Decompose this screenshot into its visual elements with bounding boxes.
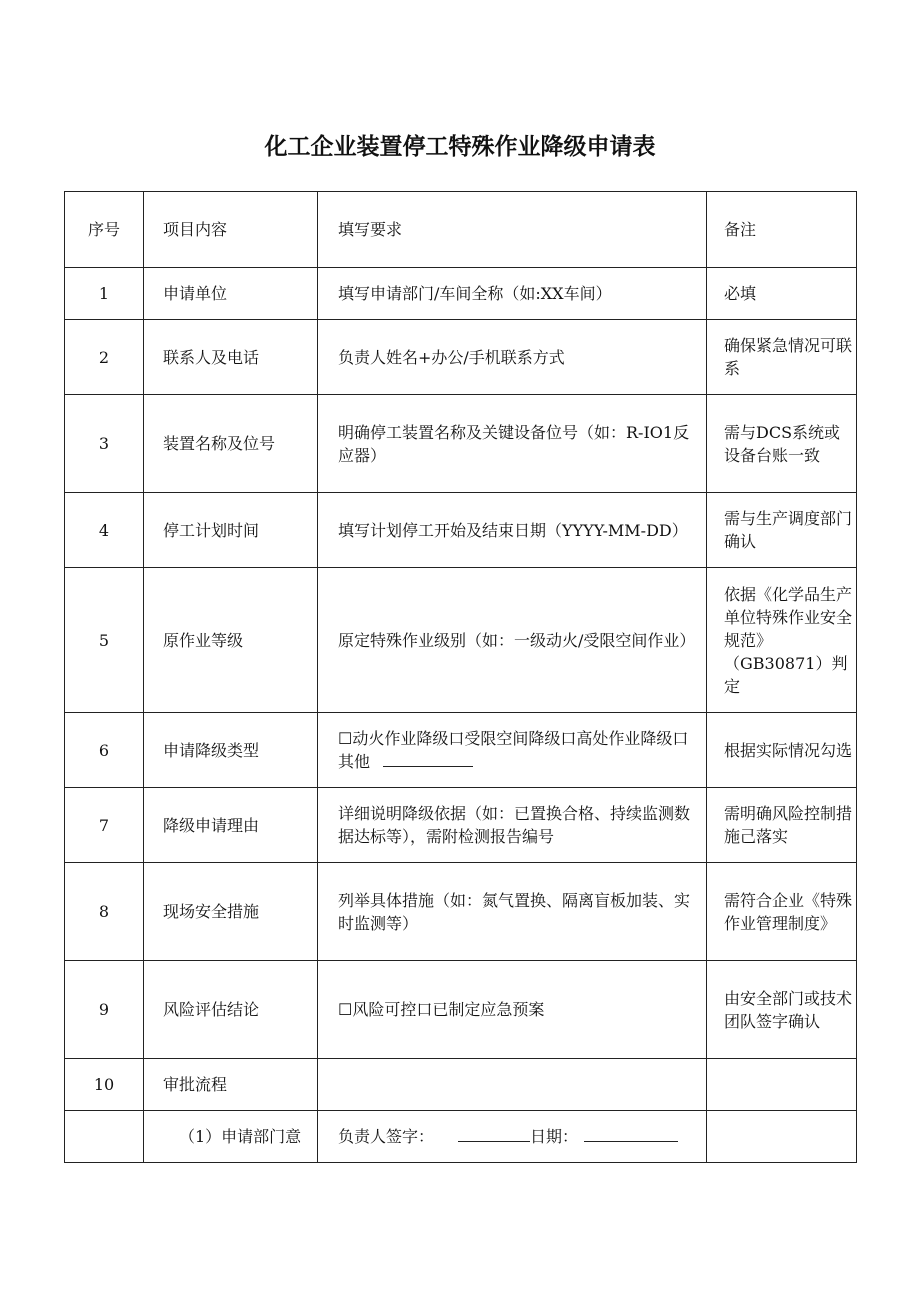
row-item: 降级申请理由 [144, 788, 318, 863]
table-row [65, 788, 857, 863]
row-requirement [318, 1059, 707, 1111]
signature-blank[interactable] [458, 1127, 530, 1142]
row-item: 联系人及电话 [144, 320, 318, 395]
row-note: 需符合企业《特殊作业管理制度》 [707, 863, 857, 961]
sub-row-item: （1）申请部门意 [144, 1111, 318, 1163]
table-row [65, 961, 857, 1059]
row-no: 7 [65, 788, 144, 863]
row-requirement-with-blank [318, 713, 707, 788]
row-item: 审批流程 [144, 1059, 318, 1111]
table-row [65, 568, 857, 713]
table-row [65, 863, 857, 961]
table-row [65, 320, 857, 395]
row-item: 停工计划时间 [144, 493, 318, 568]
row-note: 需明确风险控制措施己落实 [707, 788, 857, 863]
row-no: 3 [65, 395, 144, 493]
row-requirement: 原定特殊作业级别（如：一级动火/受限空间作业） [318, 568, 707, 713]
row-note: 由安全部门或技术团队签字确认 [707, 961, 857, 1059]
table-row [65, 1059, 857, 1111]
row-no: 1 [65, 268, 144, 320]
row-requirement: 明确停工装置名称及关键设备位号（如：R-IO1反应器） [318, 395, 707, 493]
date-blank[interactable] [584, 1127, 678, 1142]
row-no: 10 [65, 1059, 144, 1111]
degrade-type-options[interactable]: ☐动火作业降级口受限空间降级口高处作业降级口其他 [338, 729, 689, 771]
risk-conclusion-options[interactable]: ☐风险可控口已制定应急预案 [318, 961, 707, 1059]
row-no: 8 [65, 863, 144, 961]
sub-row-no [65, 1111, 144, 1163]
row-note: 需与生产调度部门确认 [707, 493, 857, 568]
row-no: 6 [65, 713, 144, 788]
row-item: 申请单位 [144, 268, 318, 320]
table-row [65, 268, 857, 320]
application-table [64, 191, 857, 1163]
form-title: 化工企业装置停工特殊作业降级申请表 [264, 134, 656, 160]
row-requirement: 负责人姓名+办公/手机联系方式 [318, 320, 707, 395]
row-item: 风险评估结论 [144, 961, 318, 1059]
header-requirement: 填写要求 [318, 192, 707, 268]
row-requirement: 详细说明降级依据（如：已置换合格、持续监测数据达标等），需附检测报告编号 [318, 788, 707, 863]
row-note: 根据实际情况勾选 [707, 713, 857, 788]
row-requirement: 填写申请部门/车间全称（如:XX车间） [318, 268, 707, 320]
other-blank-line[interactable] [383, 752, 473, 767]
row-note [707, 1059, 857, 1111]
table-header-row [65, 192, 857, 268]
signature-label: 负责人签字： [338, 1127, 435, 1146]
row-item: 装置名称及位号 [144, 395, 318, 493]
row-note: 确保紧急情况可联系 [707, 320, 857, 395]
row-item: 申请降级类型 [144, 713, 318, 788]
row-requirement: 填写计划停工开始及结束日期（YYYY-MM-DD） [318, 493, 707, 568]
signature-cell [318, 1111, 707, 1163]
row-no: 9 [65, 961, 144, 1059]
approval-sub-row [65, 1111, 857, 1163]
row-note: 需与DCS系统或设备台账一致 [707, 395, 857, 493]
table-row [65, 713, 857, 788]
row-item: 原作业等级 [144, 568, 318, 713]
row-no: 2 [65, 320, 144, 395]
row-note: 依据《化学品生产单位特殊作业安全规范》（GB30871）判定 [707, 568, 857, 713]
row-item: 现场安全措施 [144, 863, 318, 961]
header-note: 备注 [707, 192, 857, 268]
table-row [65, 395, 857, 493]
date-label: 日期： [530, 1127, 579, 1146]
table-row [65, 493, 857, 568]
sub-row-note [707, 1111, 857, 1163]
header-item: 项目内容 [144, 192, 318, 268]
row-note: 必填 [707, 268, 857, 320]
row-no: 4 [65, 493, 144, 568]
row-requirement: 列举具体措施（如：氮气置换、隔离盲板加装、实时监测等） [318, 863, 707, 961]
row-no: 5 [65, 568, 144, 713]
header-no: 序号 [65, 192, 144, 268]
